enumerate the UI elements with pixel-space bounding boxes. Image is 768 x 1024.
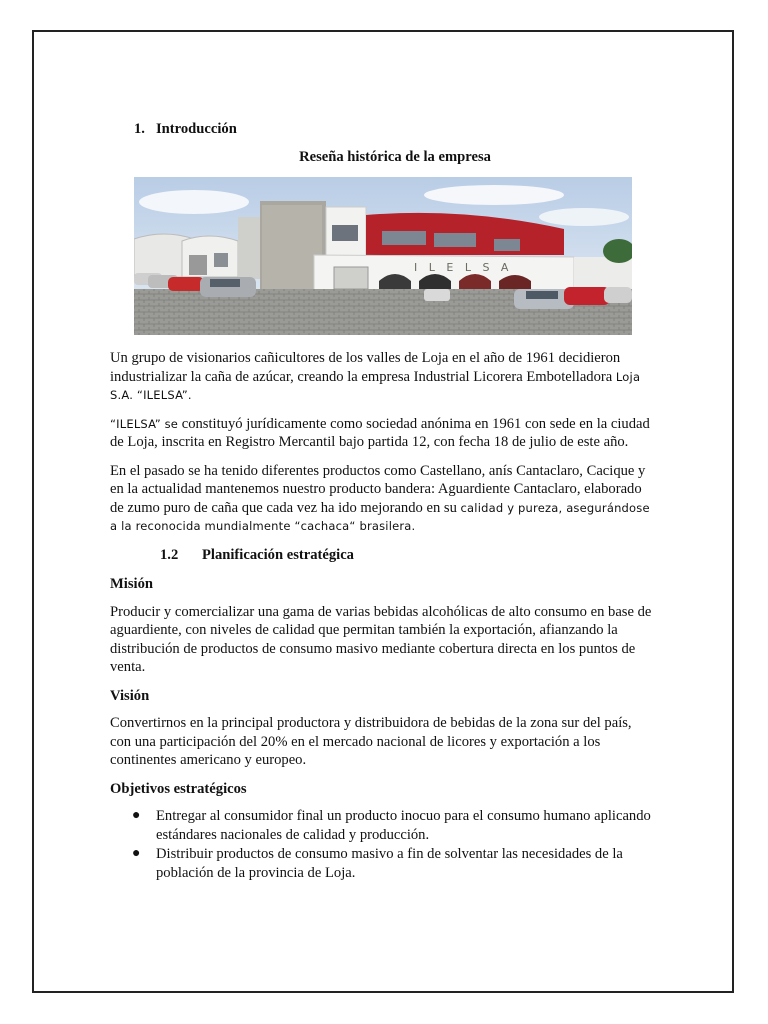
company-name-ilelsa: “ILELSA” bbox=[110, 416, 161, 431]
heading-objetivos: Objetivos estratégicos bbox=[110, 780, 247, 797]
subtitle-resena: Reseña histórica de la empresa bbox=[299, 148, 491, 165]
section-title: Introducción bbox=[156, 121, 237, 137]
section-number: 1. bbox=[134, 121, 145, 137]
paragraph-historia-3 bbox=[110, 462, 654, 536]
company-building-photo bbox=[134, 177, 632, 335]
bullet-icon: ● bbox=[132, 846, 141, 861]
paragraph-tail: calidad y pureza, asegurándose a la reconocida mundialmente “cachaca“ brasilera. bbox=[110, 500, 650, 533]
section-title: Planificación estratégica bbox=[202, 546, 354, 563]
paragraph-tail: Loja S.A. “ILELSA”. bbox=[110, 369, 641, 402]
paragraph-text: constituyó jurídicamente como sociedad anónima en 1961 con sede en la ciudad de Loja, inscrita en Registro Mercantil bajo partida 12, con fecha 18 de julio de este año. bbox=[110, 415, 650, 450]
section-heading-introduccion bbox=[134, 120, 654, 139]
objetivos-list bbox=[110, 807, 654, 882]
list-item-text: Distribuir productos de consumo masivo a fin de solventar las necesidades de la población de la provincia de Loja. bbox=[156, 846, 623, 881]
list-item bbox=[110, 845, 654, 882]
paragraph-mision: Producir y comercializar una gama de varias bebidas alcohólicas de alto consumo en base de aguardiente, con niveles de calidad que permitan también la exportación, afianzando la distribución de productos de consumo masivo mediante cobertura directa en los puntos de venta. bbox=[110, 603, 652, 675]
section-heading-planificacion bbox=[160, 546, 654, 565]
document-body bbox=[110, 120, 654, 883]
paragraph-text: Un grupo de visionarios cañicultores de los valles de Loja en el año de 1961 decidieron industrializar la caña de azúcar, creando la empresa Industrial Licorera Embotelladora bbox=[110, 350, 621, 385]
paragraph-text: En el pasado se ha tenido diferentes productos como Castellano, anís Cantaclaro, Cacique y en la actualidad mantenemos nuestro producto bandera: Aguardiente Cantaclaro, elaborado de zumo puro de caña que cada vez ha ido mejorando en su bbox=[110, 462, 646, 516]
paragraph-historia-2 bbox=[110, 415, 654, 452]
heading-mision: Misión bbox=[110, 576, 153, 592]
heading-vision: Visión bbox=[110, 687, 150, 704]
paragraph-historia-1 bbox=[110, 349, 654, 405]
building-sign-text: I L E L S A bbox=[414, 261, 513, 274]
bullet-icon: ● bbox=[132, 808, 141, 823]
section-number: 1.2 bbox=[160, 546, 179, 563]
list-item-text: Entregar al consumidor final un producto inocuo para el consumo humano aplicando estándares nacionales de calidad y producción. bbox=[156, 808, 651, 843]
paragraph-vision: Convertirnos en la principal productora y distribuidora de bebidas de la zona sur del país, con una participación del 20% en el mercado nacional de licores y exportación a los continentes americano y europeo. bbox=[110, 715, 632, 768]
paragraph-lead-rest: se bbox=[164, 416, 179, 431]
list-item bbox=[110, 807, 654, 844]
